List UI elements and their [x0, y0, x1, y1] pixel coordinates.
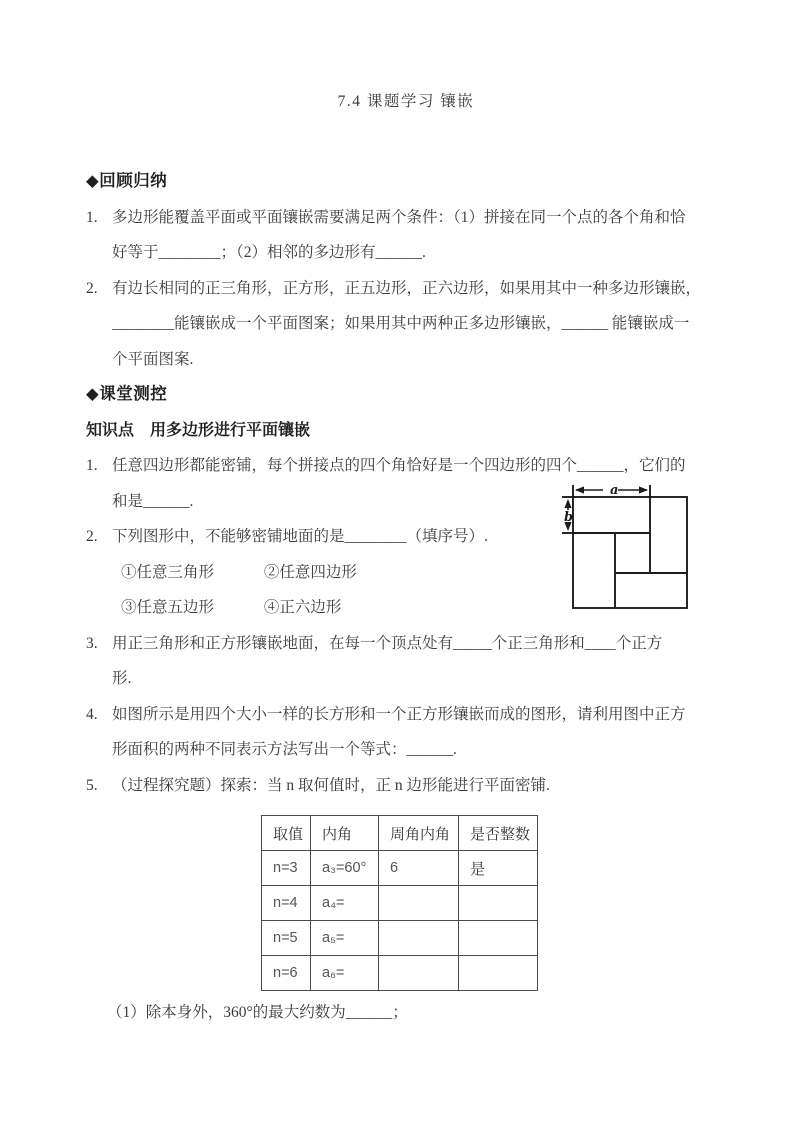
table-cell — [459, 921, 538, 956]
arrowheads — [564, 486, 648, 531]
table-cell — [379, 886, 459, 921]
option-3: ③任意五边形 — [121, 599, 215, 616]
table-cell — [379, 956, 459, 991]
table-row — [262, 851, 538, 886]
item-number: 5. — [86, 776, 98, 794]
text-line: 形面积的两种不同表示方法写出一个等式：______. — [112, 741, 457, 758]
text-line: 任意四边形都能密铺，每个拼接点的四个角恰好是一个四边形的四个______，它们的 — [112, 457, 686, 474]
item-number: 2. — [86, 528, 98, 545]
table-cell: n=6 — [262, 956, 311, 991]
text-line: 有边长相同的正三角形，正方形，正五边形，正六边形，如果用其中一种多边形镶嵌， — [112, 279, 702, 297]
item-number: 3. — [86, 634, 98, 652]
table-header-cell: 内角 — [311, 816, 379, 851]
table-cell: 6 — [379, 851, 459, 886]
dimension-a-label: a — [610, 483, 619, 498]
figure-lines — [562, 485, 687, 608]
n-polygon-table — [261, 815, 538, 991]
text-line: 如图所示是用四个大小一样的长方形和一个正方形镶嵌而成的图形，请利用图中正方 — [112, 705, 686, 723]
option-1: ①任意三角形 — [121, 563, 215, 581]
text-line: 用正三角形和正方形镶嵌地面，在每一个顶点处有_____个正三角形和____个正方 — [112, 634, 663, 652]
table-cell: a₃=60° — [311, 851, 379, 886]
test-question-5 — [86, 768, 760, 804]
table-row — [262, 886, 538, 921]
table-cell: 是 — [459, 851, 538, 886]
table-cell: a₄= — [311, 886, 379, 921]
table-cell: a₅= — [311, 921, 379, 956]
table-cell: n=5 — [262, 921, 311, 956]
table-header-row — [262, 816, 538, 851]
text-line: 和是______. — [112, 492, 194, 510]
tessellation-figure — [552, 476, 697, 616]
text-line: （过程探究题）探索：当 n 取何值时，正 n 边形能进行平面密铺. — [112, 776, 550, 794]
table-header-cell: 是否整数 — [459, 816, 538, 851]
item-number: 1. — [86, 457, 98, 474]
test-question-3 — [86, 626, 760, 697]
knowledge-point-heading: 知识点 用多边形进行平面镶嵌 — [86, 421, 311, 439]
text-line: 形. — [112, 670, 132, 687]
test-question-4 — [86, 697, 760, 768]
sub-question-1: （1）除本身外，360°的最大约数为______； — [107, 1004, 408, 1021]
text-line: 多边形能覆盖平面或平面镶嵌需要满足两个条件：（1）拼接在同一个点的各个角和恰 — [112, 208, 686, 226]
table-row — [262, 921, 538, 956]
page-title: 7.4 课题学习 镶嵌 — [337, 93, 475, 110]
dimension-b-label: b — [564, 510, 574, 525]
text-line: 下列图形中，不能够密铺地面的是________（填序号）. — [112, 528, 488, 545]
item-number: 4. — [86, 705, 98, 723]
text-line: 个平面图案. — [112, 350, 194, 368]
table-cell: a₆= — [311, 956, 379, 991]
section-heading-review: ◆回顾归纳 — [86, 172, 168, 190]
table-header-cell: 取值 — [262, 816, 311, 851]
option-2: ②任意四边形 — [263, 563, 357, 581]
review-item-1 — [86, 200, 760, 271]
table-cell: n=4 — [262, 886, 311, 921]
item-number: 2. — [86, 279, 98, 297]
option-4: ④正六边形 — [263, 599, 342, 616]
table-row — [262, 956, 538, 991]
table-header-cell: 周角内角 — [379, 816, 459, 851]
section-heading-test: ◆课堂测控 — [86, 385, 168, 403]
table-cell — [379, 921, 459, 956]
tessellation-figure-svg — [552, 476, 697, 616]
review-item-2 — [86, 271, 760, 378]
table-cell — [459, 886, 538, 921]
table-cell — [459, 956, 538, 991]
text-line: 好等于________；（2）相邻的多边形有______. — [112, 244, 426, 261]
table-cell: n=3 — [262, 851, 311, 886]
item-number: 1. — [86, 208, 98, 226]
text-line: ________能镶嵌成一个平面图案；如果用其中两种正多边形镶嵌，______ 能镶嵌成一 — [112, 315, 690, 332]
